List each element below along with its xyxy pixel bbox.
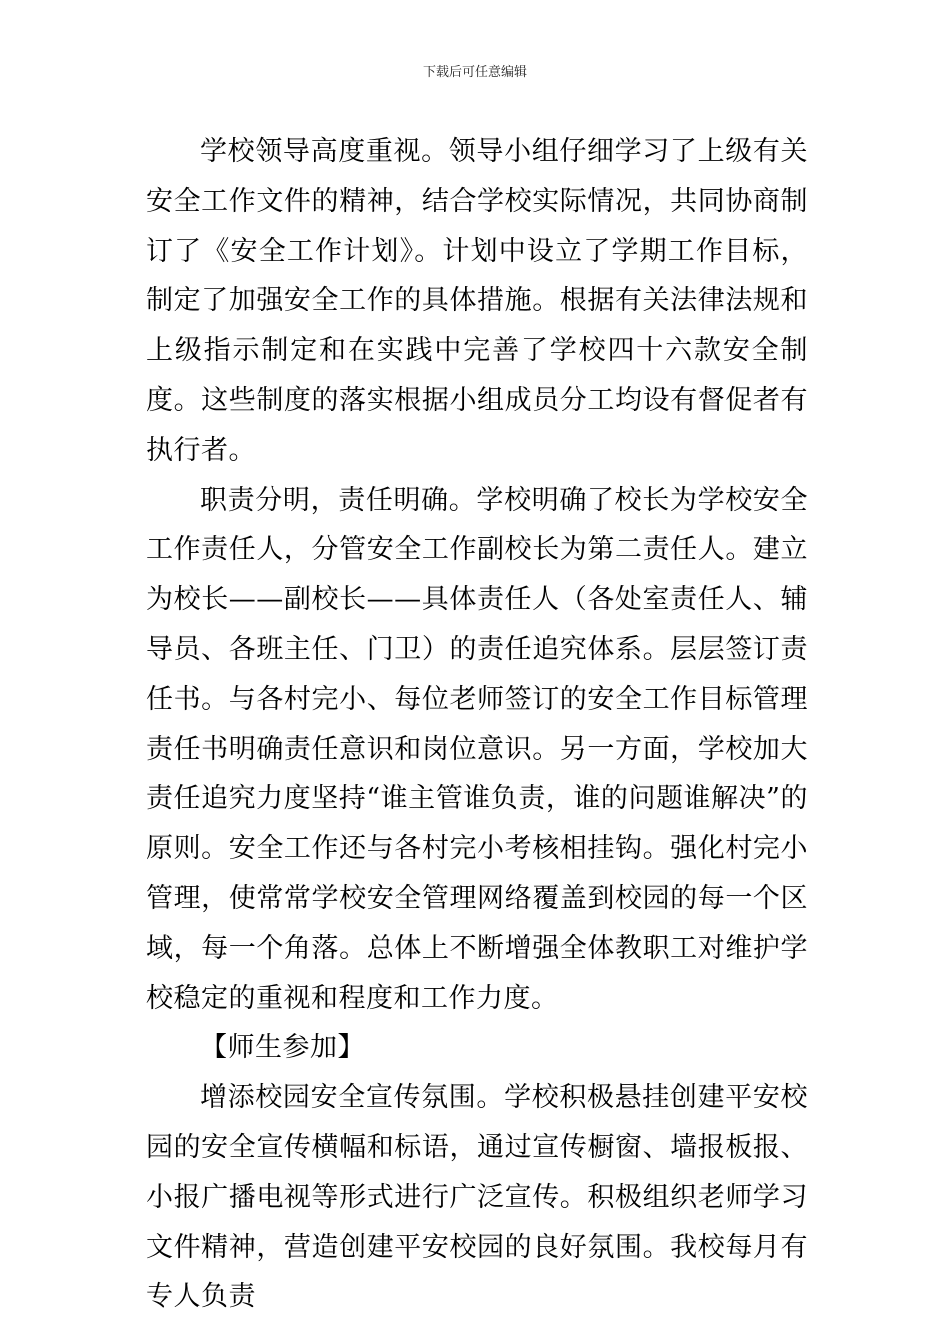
paragraph-responsibility: 职责分明，责任明确。学校明确了校长为学校安全工作责任人，分管安全工作副校长为第二责任人。建立为校长——副校长——具体责任人（各处室责任人、辅导员、各班主任、门卫）的责任追究体系。层层签订责任书。与各村完小、每位老师签订的安全工作目标管理责任书明确责任意识和岗位意识。另一方面，学校加大责任追究力度坚持“谁主管谁负责，谁的问题谁解决”的原则。安全工作还与各村完小考核相挂钩。强化村完小管理，使常常学校安全管理网络覆盖到校园的每一个区域，每一个角落。总体上不断增强全体教职工对维护学校稳定的重视和程度和工作力度。	[146, 484, 808, 1014]
document-body	[146, 127, 808, 1322]
paragraph-leadership: 学校领导高度重视。领导小组仔细学习了上级有关安全工作文件的精神，结合学校实际情况，共同协商制订了《安全工作计划》。计划中设立了学期工作目标，制定了加强安全工作的具体措施。根据有关法律法规和上级指示制定和在实践中完善了学校四十六款安全制度。这些制度的落实根据小组成员分工均设有督促者有执行者。	[146, 136, 808, 466]
paragraph-publicity: 增添校园安全宣传氛围。学校积极悬挂创建平安校园的安全宣传横幅和标语，通过宣传橱窗、墙报板报、小报广播电视等形式进行广泛宣传。积极组织老师学习文件精神，营造创建平安校园的良好氛围。我校每月有专人负责	[146, 1082, 808, 1313]
page-header-note: 下载后可任意编辑	[422, 65, 527, 80]
section-heading: 【师生参加】	[200, 1032, 365, 1064]
